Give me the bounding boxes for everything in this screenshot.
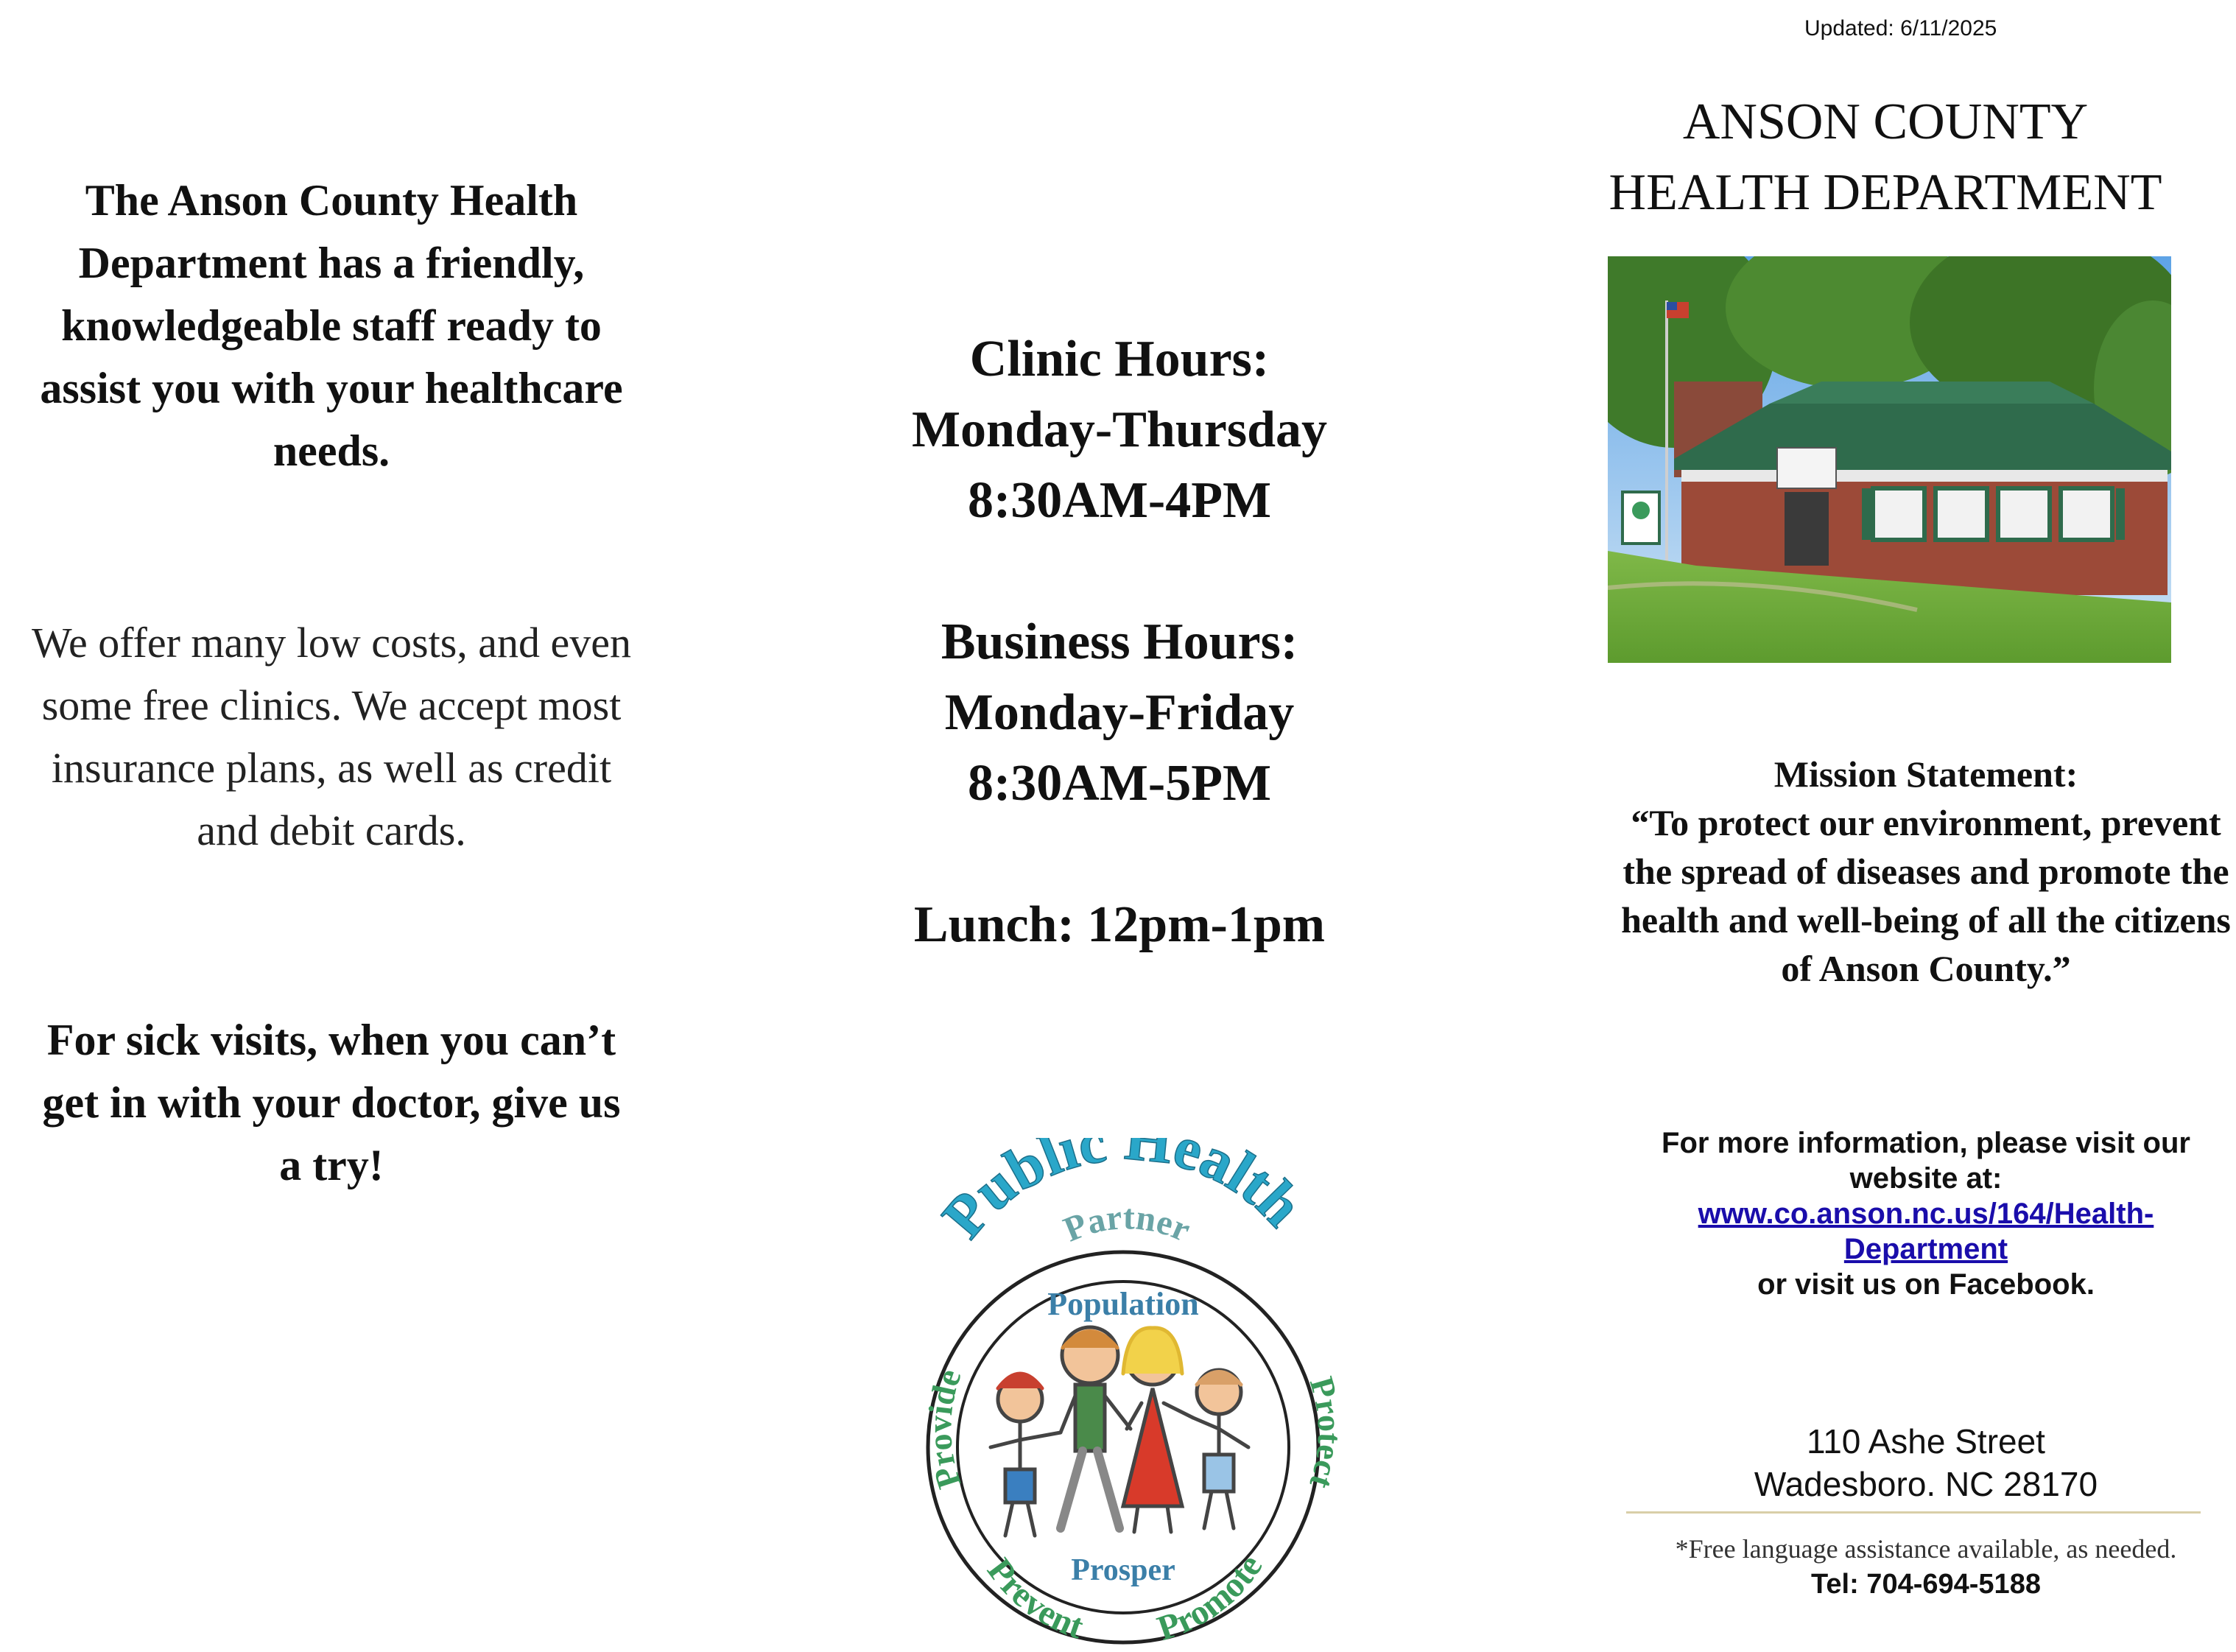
address-street: 110 Ashe Street bbox=[1807, 1422, 2045, 1461]
business-hours-times: 8:30AM-5PM bbox=[967, 755, 1272, 812]
logo-promote-text: Promote bbox=[1152, 1547, 1270, 1646]
phone-number: Tel: 704-694-5188 bbox=[1811, 1569, 2041, 1600]
logo-prevent-text: Prevent bbox=[980, 1551, 1089, 1646]
clinic-hours-days: Monday-Thursday bbox=[911, 401, 1328, 458]
more-info bbox=[1617, 1125, 2235, 1302]
mission-statement bbox=[1617, 750, 2235, 993]
left-panel bbox=[29, 169, 633, 1197]
business-hours-days: Monday-Friday bbox=[944, 684, 1295, 741]
logo-prosper-text: Prosper bbox=[1071, 1553, 1175, 1587]
mission-heading: Mission Statement: bbox=[1773, 753, 2078, 795]
title-line-1: ANSON COUNTY bbox=[1682, 94, 2089, 150]
clinic-hours-title: Clinic Hours: bbox=[969, 331, 1270, 387]
public-health-logo bbox=[902, 1138, 1344, 1646]
business-hours bbox=[821, 607, 1418, 819]
svg-text:Provide bbox=[921, 1364, 968, 1493]
address bbox=[1617, 1420, 2235, 1505]
page-title bbox=[1517, 87, 2236, 228]
sick-visits-text: For sick visits, when you can’t get in with your doctor, give us a try! bbox=[42, 1016, 621, 1189]
website-link[interactable] bbox=[1698, 1198, 2154, 1265]
logo-partner-text: Partner bbox=[1058, 1198, 1196, 1250]
logo-protect-text: Pr ct bbox=[1302, 1372, 1344, 1494]
hours-panel bbox=[821, 324, 1418, 960]
logo-provide-text: Provide bbox=[920, 1364, 968, 1494]
services-text: We offer many low costs, and even some free clinics. We accept most insurance plans, as well as credit and debit cards. bbox=[31, 619, 632, 854]
business-hours-title: Business Hours: bbox=[941, 614, 1298, 670]
language-assistance-note: *Free language assistance available, as needed. bbox=[1675, 1534, 2177, 1564]
website-link-line-1[interactable]: www.co.anson.nc.us/164/Health- bbox=[1698, 1198, 2154, 1230]
divider bbox=[1626, 1511, 2201, 1514]
title-line-2: HEALTH DEPARTMENT bbox=[1609, 164, 2162, 221]
health-department-building-photo bbox=[1608, 256, 2171, 663]
lunch-hours bbox=[821, 890, 1418, 960]
facebook-text: or visit us on Facebook. bbox=[1757, 1268, 2095, 1301]
clinic-hours-times: 8:30AM-4PM bbox=[967, 472, 1272, 529]
logo-title-text: Public Health bbox=[929, 1138, 1316, 1251]
website-link-line-2[interactable]: Department bbox=[1843, 1233, 2008, 1265]
lunch-hours-text: Lunch: 12pm-1pm bbox=[913, 896, 1326, 953]
updated-date: Updated: 6/11/2025 bbox=[1804, 16, 1997, 41]
clinic-hours bbox=[821, 324, 1418, 536]
svg-text:Partner bbox=[1058, 1198, 1196, 1249]
logo-population-text: Population bbox=[1047, 1286, 1199, 1322]
mission-text: “To protect our environment, prevent the spread of diseases and promote the health and well-being of all the citizens of Anson County.” bbox=[1621, 802, 2231, 989]
more-info-text: For more information, please visit our website at: bbox=[1662, 1127, 2190, 1195]
family-figures-icon bbox=[991, 1327, 1248, 1536]
intro-text: The Anson County Health Department has a friendly, knowledgeable staff ready to assist you with your healthcare needs. bbox=[40, 176, 623, 475]
address-city: Wadesboro. NC 28170 bbox=[1754, 1465, 2098, 1503]
svg-text:Protect bbox=[1302, 1373, 1344, 1494]
